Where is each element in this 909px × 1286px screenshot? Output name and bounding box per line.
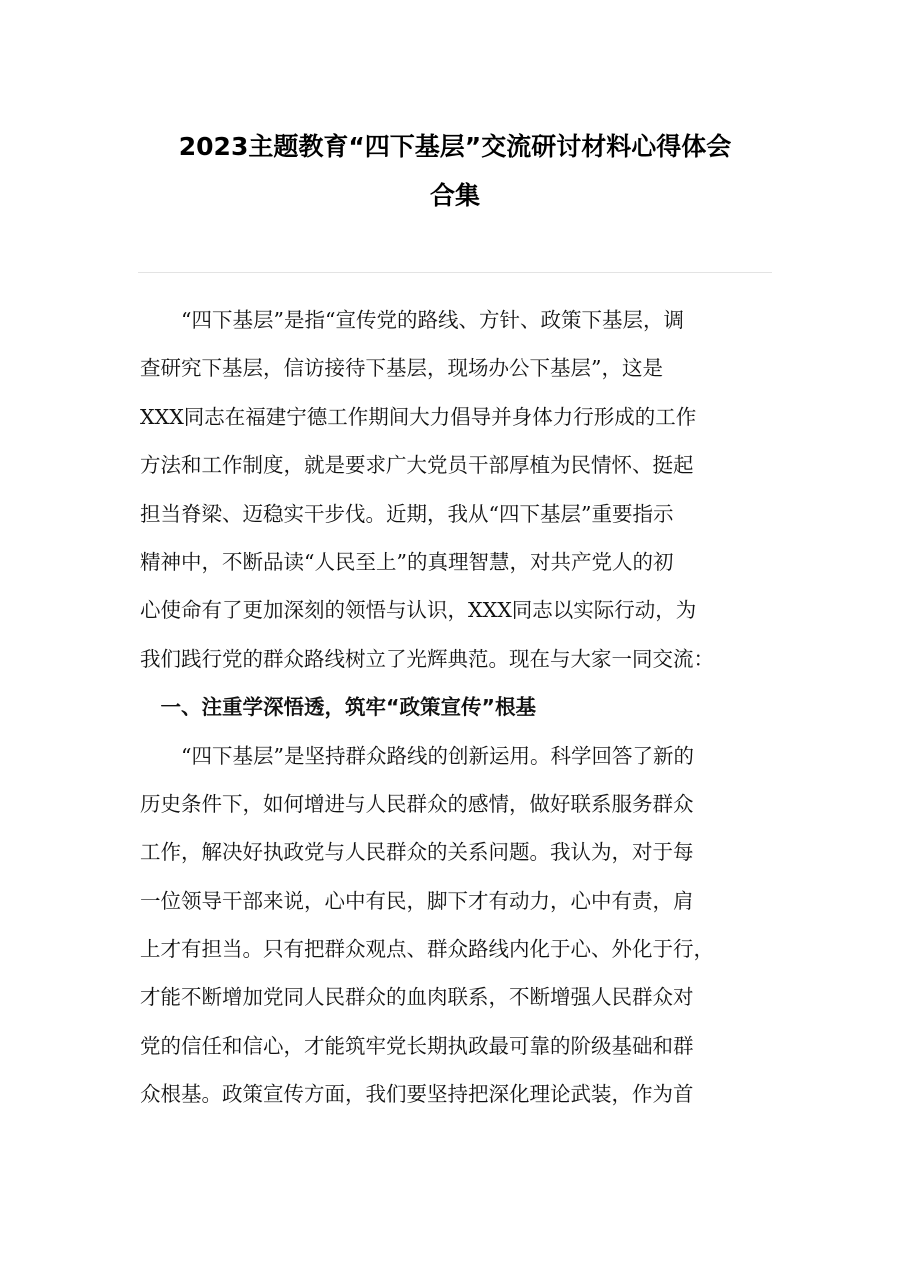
document-title [138, 122, 772, 220]
document-body [140, 296, 772, 1119]
paragraph-line: 党的信任和信心，才能筑牢党长期执政最可靠的阶级基础和群 [140, 1033, 694, 1058]
paragraph-line: 才能不断增加党同人民群众的血肉联系，不断增强人民群众对 [140, 985, 694, 1010]
paragraph-line: 心使命有了更加深刻的领悟与认识，XXX同志以实际行动，为 [140, 598, 697, 623]
title-line-1: 2023主题教育“四下基层”交流研讨材料心得体会 [178, 132, 732, 161]
paragraph-line: 历史条件下，如何增进与人民群众的感情，做好联系服务群众 [140, 791, 694, 816]
paragraph-line: 查研究下基层，信访接待下基层，现场办公下基层”，这是 [140, 356, 663, 381]
paragraph-line: 担当脊梁、迈稳实干步伐。近期，我从“四下基层”重要指示 [140, 501, 674, 526]
paragraph-line: 精神中，不断品读“人民至上”的真理智慧，对共产党人的初 [140, 549, 674, 574]
paragraph-line: “四下基层”是坚持群众路线的创新运用。科学回答了新的 [140, 743, 694, 768]
paragraph-line: 方法和工作制度，就是要求广大党员干部厚植为民情怀、挺起 [140, 453, 694, 478]
paragraph-line: 我们践行党的群众路线树立了光辉典范。现在与大家一同交流： [140, 646, 714, 671]
paragraph-line: 上才有担当。只有把群众观点、群众路线内化于心、外化于行， [140, 937, 714, 962]
paragraph-line: 众根基。政策宣传方面，我们要坚持把深化理论武装，作为首 [140, 1082, 694, 1107]
paragraph-line: XXX同志在福建宁德工作期间大力倡导并身体力行形成的工作 [140, 404, 697, 429]
paragraph-line: “四下基层”是指“宣传党的路线、方针、政策下基层，调 [140, 308, 684, 332]
title-divider [138, 272, 772, 273]
title-line-2: 合集 [429, 181, 480, 210]
section-heading: 一、注重学深悟透，筑牢“政策宣传”根基 [140, 695, 536, 720]
paragraph-line: 工作，解决好执政党与人民群众的关系问题。我认为，对于每 [140, 840, 694, 865]
paragraph-line: 一位领导干部来说，心中有民，脚下才有动力，心中有责，肩 [140, 888, 694, 913]
